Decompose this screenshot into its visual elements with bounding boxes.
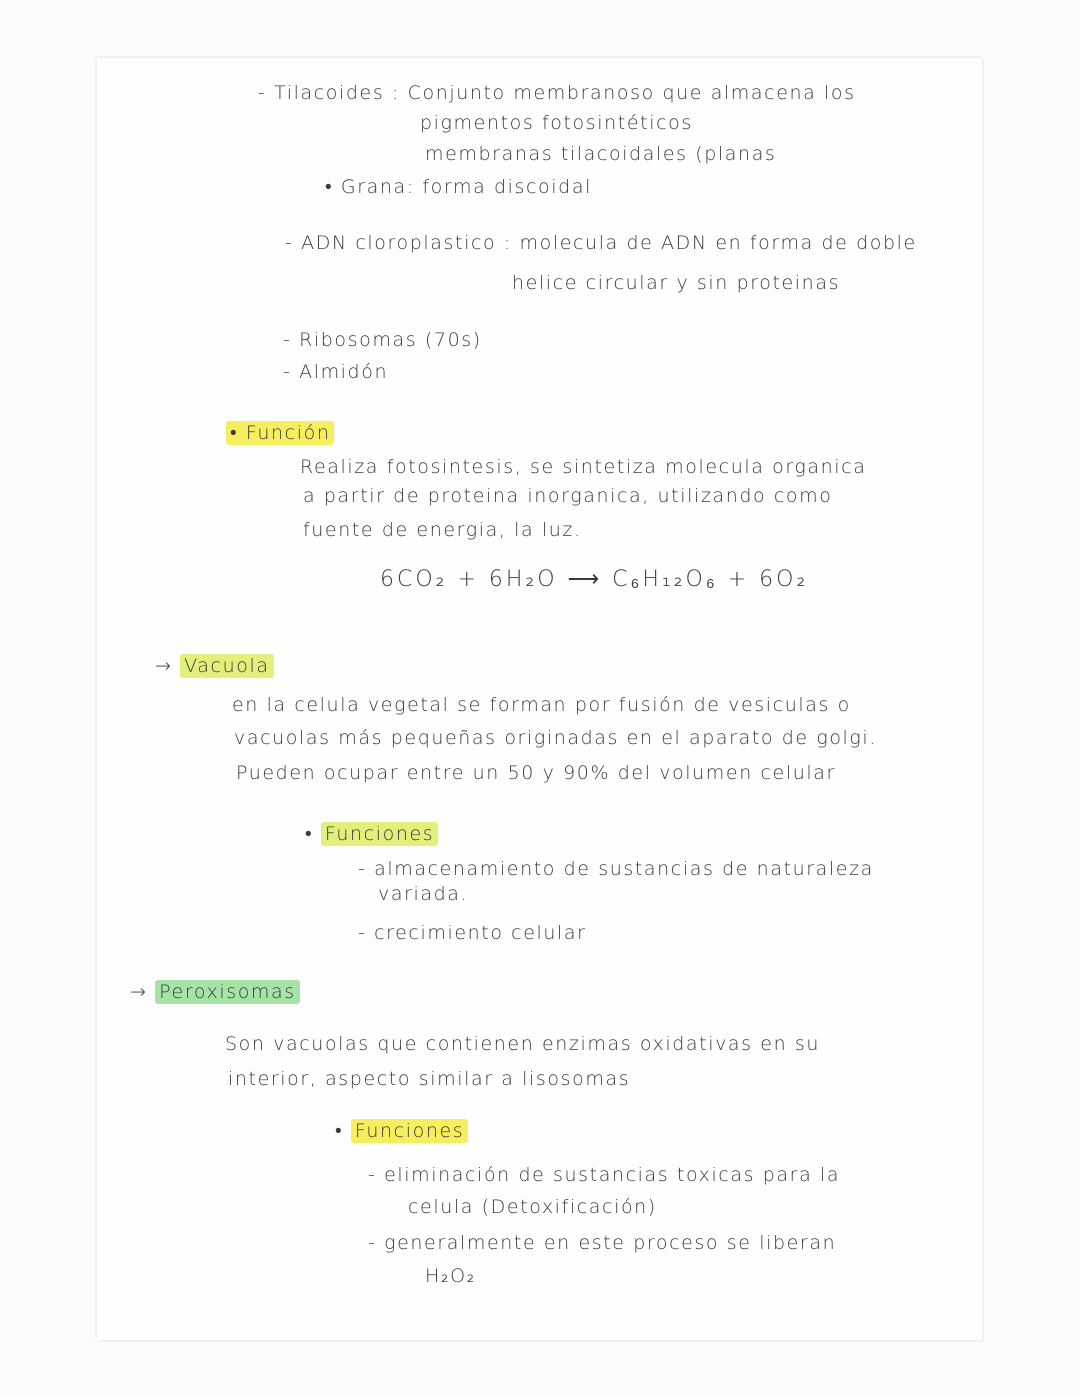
funcion-heading: • Función (226, 421, 334, 445)
perox-heading-wrap (130, 981, 300, 1003)
vacuola-text: vacuolas más pequeñas originadas en el aparato de golgi. (234, 727, 877, 749)
ribosomas-line: - Ribosomas (70s) (283, 329, 482, 351)
funcion-text: Realiza fotosintesis, se sintetiza molecula organica (300, 456, 867, 478)
perox-funciones-wrap: • Funciones (335, 1120, 468, 1143)
photosynthesis-equation: 6CO₂ + 6H₂O ⟶ C₆H₁₂O₆ + 6O₂ (380, 567, 809, 592)
perox-funcion-item: H₂O₂ (425, 1265, 476, 1287)
vac-funcion-item: - almacenamiento de sustancias de naturaleza (358, 858, 874, 880)
vacuola-text: Pueden ocupar entre un 50 y 90% del volumen celular (236, 762, 836, 784)
funcion-heading-wrap (226, 422, 334, 445)
grana-line: • Grana: forma discoidal (325, 176, 592, 198)
tilacoides-line: - Tilacoides : Conjunto membranoso que almacena los (258, 82, 856, 104)
perox-funcion-item: - eliminación de sustancias toxicas para la (368, 1164, 841, 1186)
tilacoides-line: pigmentos fotosintéticos (420, 112, 693, 134)
arrow-icon: → (130, 981, 148, 1003)
tilacoides-line: membranas tilacoidales (planas (425, 143, 777, 165)
perox-funcion-item: - generalmente en este proceso se liberan (368, 1232, 837, 1254)
perox-text: interior, aspecto similar a lisosomas (228, 1068, 631, 1090)
almidon-line: - Almidón (283, 361, 389, 383)
vac-funciones-wrap: • Funciones (305, 823, 438, 846)
perox-funciones-heading: Funciones (351, 1119, 468, 1143)
arrow-icon: → (155, 655, 173, 677)
vac-funcion-item: - crecimiento celular (358, 922, 587, 944)
perox-funcion-item: celula (Detoxificación) (408, 1196, 657, 1218)
vac-funciones-heading: Funciones (321, 822, 438, 846)
vacuola-text: en la celula vegetal se forman por fusión de vesiculas o (232, 694, 851, 716)
adn-line: helice circular y sin proteinas (512, 272, 841, 294)
vacuola-heading-wrap (155, 655, 274, 677)
funcion-text: fuente de energia, la luz. (303, 519, 582, 541)
peroxisomas-heading: Peroxisomas (155, 980, 300, 1004)
perox-text: Son vacuolas que contienen enzimas oxidativas en su (225, 1033, 821, 1055)
vacuola-heading: Vacuola (180, 654, 273, 678)
funcion-text: a partir de proteina inorganica, utilizando como (303, 485, 833, 507)
vac-funcion-item: variada. (378, 883, 469, 905)
adn-line: - ADN cloroplastico : molecula de ADN en forma de doble (285, 232, 917, 254)
